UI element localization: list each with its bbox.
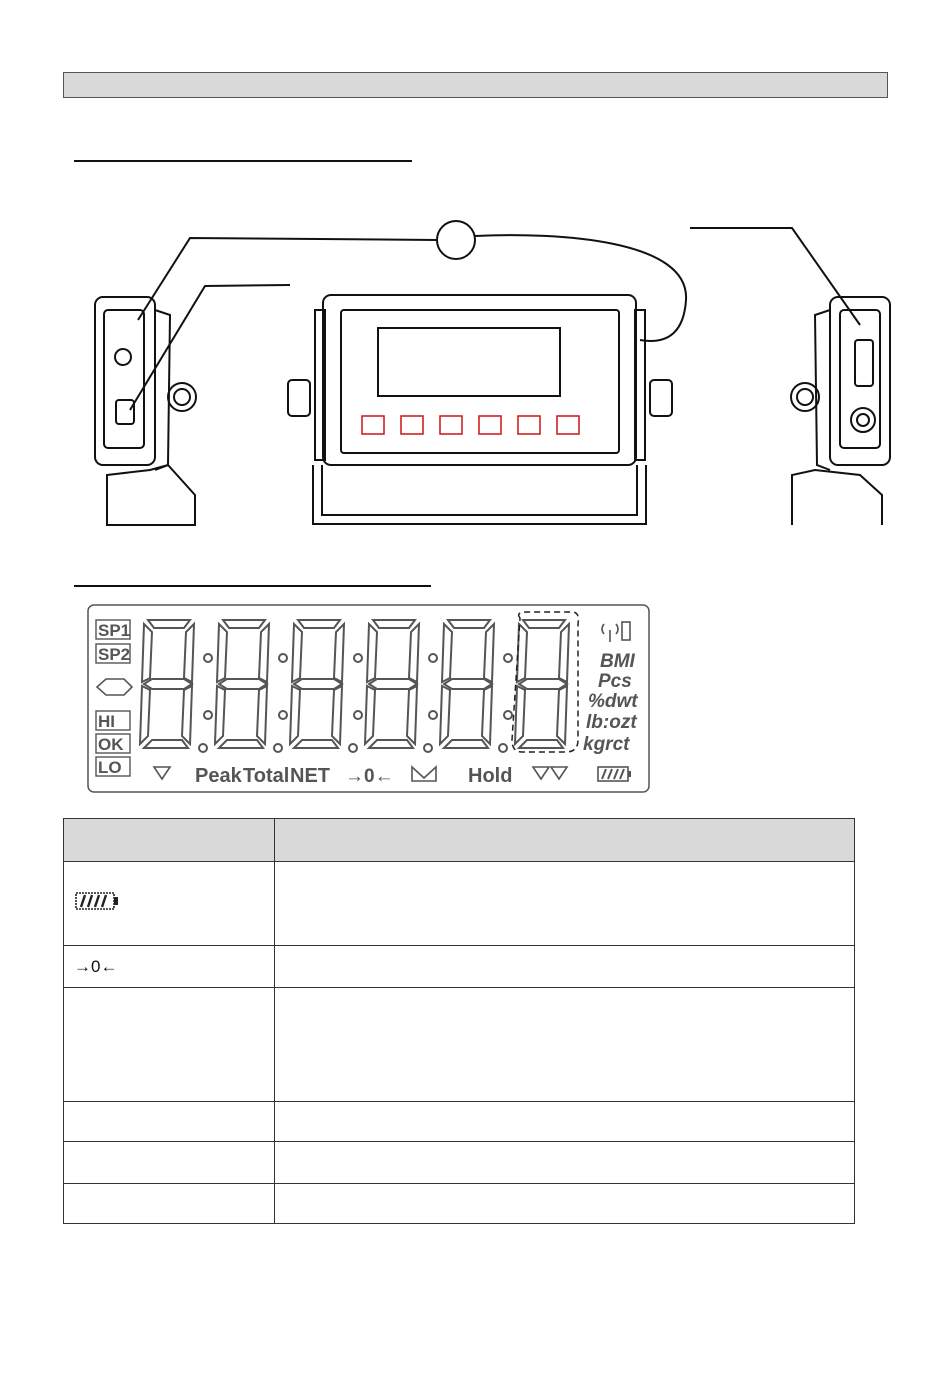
lcd-stable-arrow [154,767,170,779]
front-display-window [378,328,560,396]
lcd-segment [448,620,490,628]
lcd-segment [519,740,563,748]
lcd-annunciator-hold: Hold [468,765,513,787]
lcd-segment [482,686,492,744]
lcd-arrow-a [533,767,549,779]
table-cell-description [275,1184,855,1224]
table-cell-symbol [64,862,275,946]
table-cell-description [275,862,855,946]
table-cell-symbol [64,946,275,988]
lcd-segment [294,679,342,689]
lcd-tare-icon [412,767,436,781]
lcd-segment [215,686,225,744]
lcd-colon-dot [354,654,362,662]
table-cell-symbol [64,988,275,1102]
lcd-colon-dot [504,711,512,719]
lcd-colon-dot [354,711,362,719]
lcd-annunciator-total: Total [243,765,290,787]
table-row [64,946,855,988]
lcd-unit-label: %dwt [588,691,638,712]
table-header-row [64,819,855,862]
battery-icon [74,890,122,912]
lcd-segment [219,740,263,748]
table-cell-description [275,1102,855,1142]
lcd-segment [517,624,527,682]
lcd-segment [257,686,267,744]
key-1 [362,416,384,434]
table-row [64,862,855,946]
lcd-colon-dot [504,654,512,662]
lcd-segment [259,624,269,682]
lcd-battery-icon [598,767,631,781]
lcd-segment [184,624,194,682]
lcd-indicator-ok: OK [98,735,124,754]
table-cell-description [275,988,855,1102]
table-header-description [275,819,855,862]
lcd-segment [523,620,565,628]
lcd-decimal-dot [274,744,282,752]
table-cell-symbol [64,1142,275,1184]
lcd-segment [367,624,377,682]
key-5 [518,416,540,434]
lcd-segment [442,624,452,682]
table-header-symbol [64,819,275,862]
lcd-segment [334,624,344,682]
lcd-segment [144,740,188,748]
zero-symbol: →0← [74,956,118,976]
lcd-minus-indicator [97,679,132,695]
lcd-segment [559,624,569,682]
lcd-unit-label: kgrct [583,734,630,755]
lcd-segment [409,624,419,682]
lcd-segment [142,624,152,682]
lcd-indicator-hi: HI [98,712,115,731]
table-cell-description [275,1142,855,1184]
lcd-segment [219,679,267,689]
lcd-colon-dot [429,654,437,662]
lcd-segment [407,686,417,744]
lcd-unit-label: Pcs [598,671,632,692]
lcd-colon-dot [279,711,287,719]
lcd-decimal-dot [424,744,432,752]
lcd-segment [290,686,300,744]
lcd-colon-dot [204,654,212,662]
load-cell-connector [437,221,475,259]
lcd-indicator-sp2: SP2 [98,645,131,664]
front-housing [323,295,636,465]
lcd-colon-dot [429,711,437,719]
lcd-segment [140,686,150,744]
table-cell-description [275,946,855,988]
key-2 [401,416,423,434]
lcd-segment [148,620,190,628]
lcd-segment [294,740,338,748]
lcd-indicator-lo: LO [98,758,122,777]
lcd-segment [223,620,265,628]
lcd-segment [144,679,192,689]
lcd-segment [444,740,488,748]
key-3 [440,416,462,434]
lcd-segment [440,686,450,744]
lcd-segment [217,624,227,682]
lcd-wireless-icon [602,622,630,642]
table-cell-symbol [64,1102,275,1142]
lcd-segment [332,686,342,744]
key-6 [557,416,579,434]
table-cell-symbol [64,1184,275,1224]
lcd-indicator-sp1: SP1 [98,621,131,640]
lcd-annunciator-net: NET [290,765,330,787]
lcd-segment [298,620,340,628]
lcd-segment [557,686,567,744]
lcd-segment [484,624,494,682]
lcd-segment [369,679,417,689]
lcd-segment [365,686,375,744]
lcd-annunciator-peak: Peak [195,765,242,787]
lcd-segment [519,679,567,689]
lcd-segment [444,679,492,689]
table-row [64,1184,855,1224]
lcd-unit-label: BMI [600,651,635,672]
lcd-unit-label: lb:ozt [586,712,637,733]
lcd-segment [182,686,192,744]
lcd-annunciator-zero: →0← [345,766,394,787]
key-4 [479,416,501,434]
lcd-colon-dot [204,711,212,719]
symbol-description-table [63,818,855,1224]
serial-port [855,340,873,386]
lcd-decimal-dot [499,744,507,752]
table-row [64,988,855,1102]
lcd-decimal-dot [199,744,207,752]
table-row [64,1102,855,1142]
lcd-segment [373,620,415,628]
table-row [64,1142,855,1184]
lcd-segment [515,686,525,744]
lcd-decimal-dot [349,744,357,752]
lcd-segment [292,624,302,682]
lcd-arrow-b [551,767,567,779]
lcd-segment [369,740,413,748]
lcd-colon-dot [279,654,287,662]
